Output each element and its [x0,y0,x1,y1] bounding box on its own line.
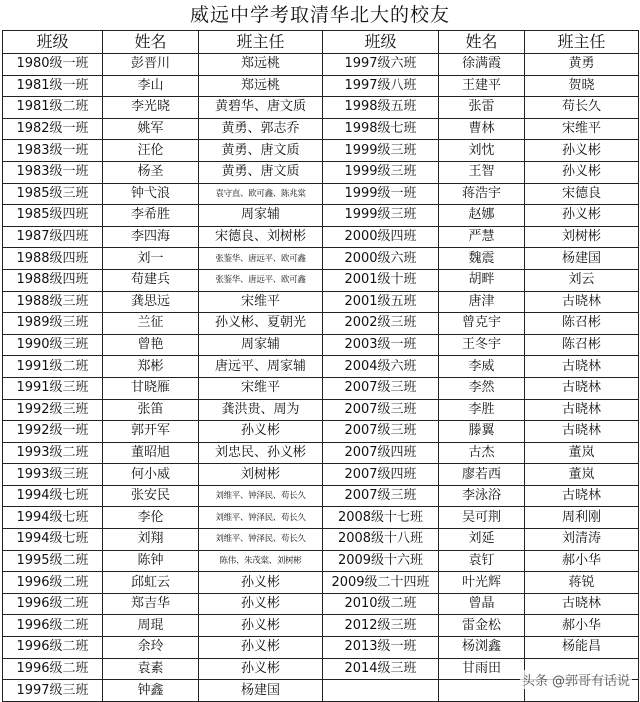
table-cell: 刘树彬 [199,464,323,486]
table-row [3,485,639,507]
table-cell: 郑远桃 [199,75,323,97]
table-cell: 孙义彬 [525,140,639,162]
table-cell: 1993级二班 [3,442,103,464]
table-cell: 杨圣 [103,161,199,183]
table-cell: 袁守直、欧可鑫、陈兆棠 [199,183,323,205]
table-cell: 黄碧华、唐文质 [199,97,323,119]
table-cell: 董昭旭 [103,442,199,464]
table-row [3,550,639,572]
table-cell: 陈召彬 [525,313,639,335]
table-cell: 黄勇、唐文质 [199,161,323,183]
table-cell: 孙义彬 [199,615,323,637]
table-cell: 周家辅 [199,205,323,227]
table-row [3,269,639,291]
table-cell: 刘翔 [103,529,199,551]
table-cell: 刘维平、钟泽民、苟长久 [199,529,323,551]
column-header: 姓名 [439,31,525,54]
table-cell: 2001级十班 [323,269,439,291]
table-cell: 1996级二班 [3,593,103,615]
table-cell: 1981级二班 [3,97,103,119]
table-row [3,464,639,486]
table-cell: 1999级三班 [323,140,439,162]
table-cell: 何小威 [103,464,199,486]
table-cell: 2009级二十四班 [323,572,439,594]
table-cell: 李四海 [103,226,199,248]
table-cell: 王建平 [439,75,525,97]
table-cell: 张鉴华、唐远平、欧可鑫 [199,269,323,291]
table-row [3,593,639,615]
table-cell: 1999级三班 [323,205,439,227]
table-row [3,75,639,97]
table-cell: 兰征 [103,313,199,335]
column-header: 姓名 [103,31,199,54]
table-cell: 1998级五班 [323,97,439,119]
table-cell: 李威 [439,356,525,378]
table-cell: 古晓林 [525,421,639,443]
table-cell: 1998级七班 [323,118,439,140]
table-row [3,507,639,529]
table-cell: 孙义彬 [199,593,323,615]
table-cell: 1993级三班 [3,464,103,486]
table-cell: 严慧 [439,226,525,248]
table-cell: 2007级三班 [323,399,439,421]
table-cell: 袁素 [103,658,199,680]
table-cell [439,680,525,702]
table-cell: 李然 [439,377,525,399]
table-cell: 1991级二班 [3,356,103,378]
table-cell: 杨建国 [199,680,323,702]
table-cell: 古晓林 [525,593,639,615]
table-cell: 孙义彬 [199,658,323,680]
table-cell: 宋维平 [199,377,323,399]
page-title: 威远中学考取清华北大的校友 [189,4,450,26]
table-cell: 郑吉华 [103,593,199,615]
table-cell: 张安民 [103,485,199,507]
table-cell: 李光晓 [103,97,199,119]
table-cell: 曾艳 [103,334,199,356]
table-row [3,313,639,335]
table-cell: 1985级三班 [3,183,103,205]
table-cell: 滕翼 [439,421,525,443]
table-cell: 1997级八班 [323,75,439,97]
table-cell: 蒋锐 [525,572,639,594]
table-cell: 1995级二班 [3,550,103,572]
table-cell: 张笛 [103,399,199,421]
table-cell: 郭开军 [103,421,199,443]
table-cell: 1994级七班 [3,529,103,551]
table-row [3,97,639,119]
table-cell: 1981级一班 [3,75,103,97]
table-cell: 古晓林 [525,377,639,399]
table-cell: 孙义彬 [525,205,639,227]
table-cell: 1988级三班 [3,291,103,313]
table-cell: 1996级二班 [3,637,103,659]
table-cell: 唐津 [439,291,525,313]
table-cell: 黄勇 [525,54,639,76]
table-cell: 2010级二班 [323,593,439,615]
table-cell: 陈钟 [103,550,199,572]
table-body [3,54,639,702]
table-cell: 1997级三班 [3,680,103,702]
table-cell: 刘一 [103,248,199,270]
table-cell: 曾克宇 [439,313,525,335]
table-cell: 钟鑫 [103,680,199,702]
table-cell: 孙义彬 [199,572,323,594]
table-cell: 袁钉 [439,550,525,572]
table-cell: 刘云 [525,269,639,291]
table-row [3,615,639,637]
table-cell: 廖若西 [439,464,525,486]
table-cell: 2004级六班 [323,356,439,378]
table-cell: 1999级一班 [323,183,439,205]
table-cell: 1987级四班 [3,226,103,248]
table-cell: 陈召彬 [525,334,639,356]
table-cell: 古晓林 [525,399,639,421]
table-cell: 杨浏鑫 [439,637,525,659]
table-cell: 2012级三班 [323,615,439,637]
table-cell: 1996级二班 [3,658,103,680]
table-cell: 2014级三班 [323,658,439,680]
table-row [3,421,639,443]
table-cell: 余玲 [103,637,199,659]
table-cell: 2007级三班 [323,377,439,399]
table-row [3,399,639,421]
table-cell: 杨能昌 [525,637,639,659]
table-cell: 1980级一班 [3,54,103,76]
table-cell: 1983级一班 [3,140,103,162]
table-cell: 刘树彬 [525,226,639,248]
column-header: 班主任 [199,31,323,54]
table-row [3,248,639,270]
table-cell: 刘维平、钟泽民、苟长久 [199,485,323,507]
table-cell: 蒋浩宇 [439,183,525,205]
table-cell: 1989级三班 [3,313,103,335]
table-cell: 2013级一班 [323,637,439,659]
table-cell: 董岚 [525,442,639,464]
table-cell: 2007级四班 [323,442,439,464]
header-row [3,31,639,54]
table-cell: 周琨 [103,615,199,637]
table-cell: 李胜 [439,399,525,421]
watermark [520,670,632,689]
table-cell: 甘雨田 [439,658,525,680]
table-cell: 2007级三班 [323,421,439,443]
table-row [3,226,639,248]
column-header: 班主任 [525,31,639,54]
table-cell: 1994级七班 [3,507,103,529]
table-cell: 2002级三班 [323,313,439,335]
table-cell: 邱虹云 [103,572,199,594]
table-cell: 郑彬 [103,356,199,378]
table-cell: 李泳浴 [439,485,525,507]
table-cell: 郝小华 [525,550,639,572]
table-cell: 1991级三班 [3,377,103,399]
table-cell: 孙义彬 [199,637,323,659]
table-cell: 吴可荆 [439,507,525,529]
table-cell: 宋维平 [525,118,639,140]
table-row [3,54,639,76]
column-header: 班级 [3,31,103,54]
table-cell: 1990级三班 [3,334,103,356]
table-cell: 2007级三班 [323,485,439,507]
table-row [3,118,639,140]
table-row [3,442,639,464]
table-cell: 胡畔 [439,269,525,291]
table-row [3,334,639,356]
table-cell: 宋德良、刘树彬 [199,226,323,248]
table-cell: 刘忱 [439,140,525,162]
table-cell: 2001级五班 [323,291,439,313]
table-cell: 1997级六班 [323,54,439,76]
table-cell: 孙义彬、夏朝光 [199,313,323,335]
table-cell: 刘延 [439,529,525,551]
table-cell: 李希胜 [103,205,199,227]
table-cell: 1983级一班 [3,161,103,183]
table-cell: 汪伦 [103,140,199,162]
table-cell: 古晓林 [525,356,639,378]
table-cell [323,680,439,702]
table-cell: 2000级六班 [323,248,439,270]
table-cell: 1992级三班 [3,399,103,421]
table-cell: 李山 [103,75,199,97]
table-cell: 魏震 [439,248,525,270]
table-cell: 姚军 [103,118,199,140]
column-header: 班级 [323,31,439,54]
table-cell: 古晓林 [525,291,639,313]
table-cell: 2003级一班 [323,334,439,356]
table-cell: 宋维平 [199,291,323,313]
table-cell: 1982级一班 [3,118,103,140]
watermark-text: 头条 @郭哥有话说 [521,674,630,689]
table-cell: 陈伟、朱茂棠、刘树彬 [199,550,323,572]
table-cell: 叶光辉 [439,572,525,594]
table-cell: 龚思远 [103,291,199,313]
table-cell: 1999级三班 [323,161,439,183]
table-row [3,140,639,162]
table-cell: 郝小华 [525,615,639,637]
table-cell: 1988级四班 [3,269,103,291]
table-row [3,377,639,399]
table-cell: 龚洪贵、周为 [199,399,323,421]
table-cell: 杨建国 [525,248,639,270]
table-cell: 苟长久 [525,97,639,119]
table-cell: 张雷 [439,97,525,119]
table-row [3,205,639,227]
table-cell: 1996级二班 [3,615,103,637]
table-cell: 2000级四班 [323,226,439,248]
table-cell: 2009级十六班 [323,550,439,572]
table-row [3,356,639,378]
table-cell: 孙义彬 [199,421,323,443]
table-cell: 贺晓 [525,75,639,97]
table-cell: 赵娜 [439,205,525,227]
table-cell: 1992级一班 [3,421,103,443]
table-cell: 1985级四班 [3,205,103,227]
table-cell: 1988级四班 [3,248,103,270]
table-cell: 宋德良 [525,183,639,205]
table-cell: 彭晋川 [103,54,199,76]
table-cell: 李伦 [103,507,199,529]
table-cell: 孙义彬 [525,161,639,183]
table-cell: 周家辅 [199,334,323,356]
table-cell: 郑远桃 [199,54,323,76]
table-cell: 古晓林 [525,485,639,507]
table-cell: 曹林 [439,118,525,140]
table-cell: 钟弋浪 [103,183,199,205]
table-cell: 曾晶 [439,593,525,615]
table-cell: 1994级七班 [3,485,103,507]
table-cell: 王智 [439,161,525,183]
table-cell: 唐远平、周家辅 [199,356,323,378]
table-cell: 2007级四班 [323,464,439,486]
table-row [3,572,639,594]
table-row [3,291,639,313]
table-cell: 2008级十七班 [323,507,439,529]
table-row [3,161,639,183]
table-cell: 1996级二班 [3,572,103,594]
table-cell: 刘忠民、孙义彬 [199,442,323,464]
table-cell: 刘清涛 [525,529,639,551]
table-cell: 黄勇、唐文质 [199,140,323,162]
table-cell: 古杰 [439,442,525,464]
table-row [3,183,639,205]
table-cell: 2008级十八班 [323,529,439,551]
table-row [3,529,639,551]
table-cell: 甘晓雁 [103,377,199,399]
table-cell: 徐满霞 [439,54,525,76]
table-cell: 周利刚 [525,507,639,529]
table-cell: 张鉴华、唐远平、欧可鑫 [199,248,323,270]
alumni-table [2,30,639,702]
table-cell: 王冬宇 [439,334,525,356]
table-cell: 董岚 [525,464,639,486]
table-cell: 黄勇、郭志乔 [199,118,323,140]
table-cell: 刘维平、钟泽民、苟长久 [199,507,323,529]
table-cell: 雷金松 [439,615,525,637]
table-row [3,637,639,659]
table-cell: 苟建兵 [103,269,199,291]
